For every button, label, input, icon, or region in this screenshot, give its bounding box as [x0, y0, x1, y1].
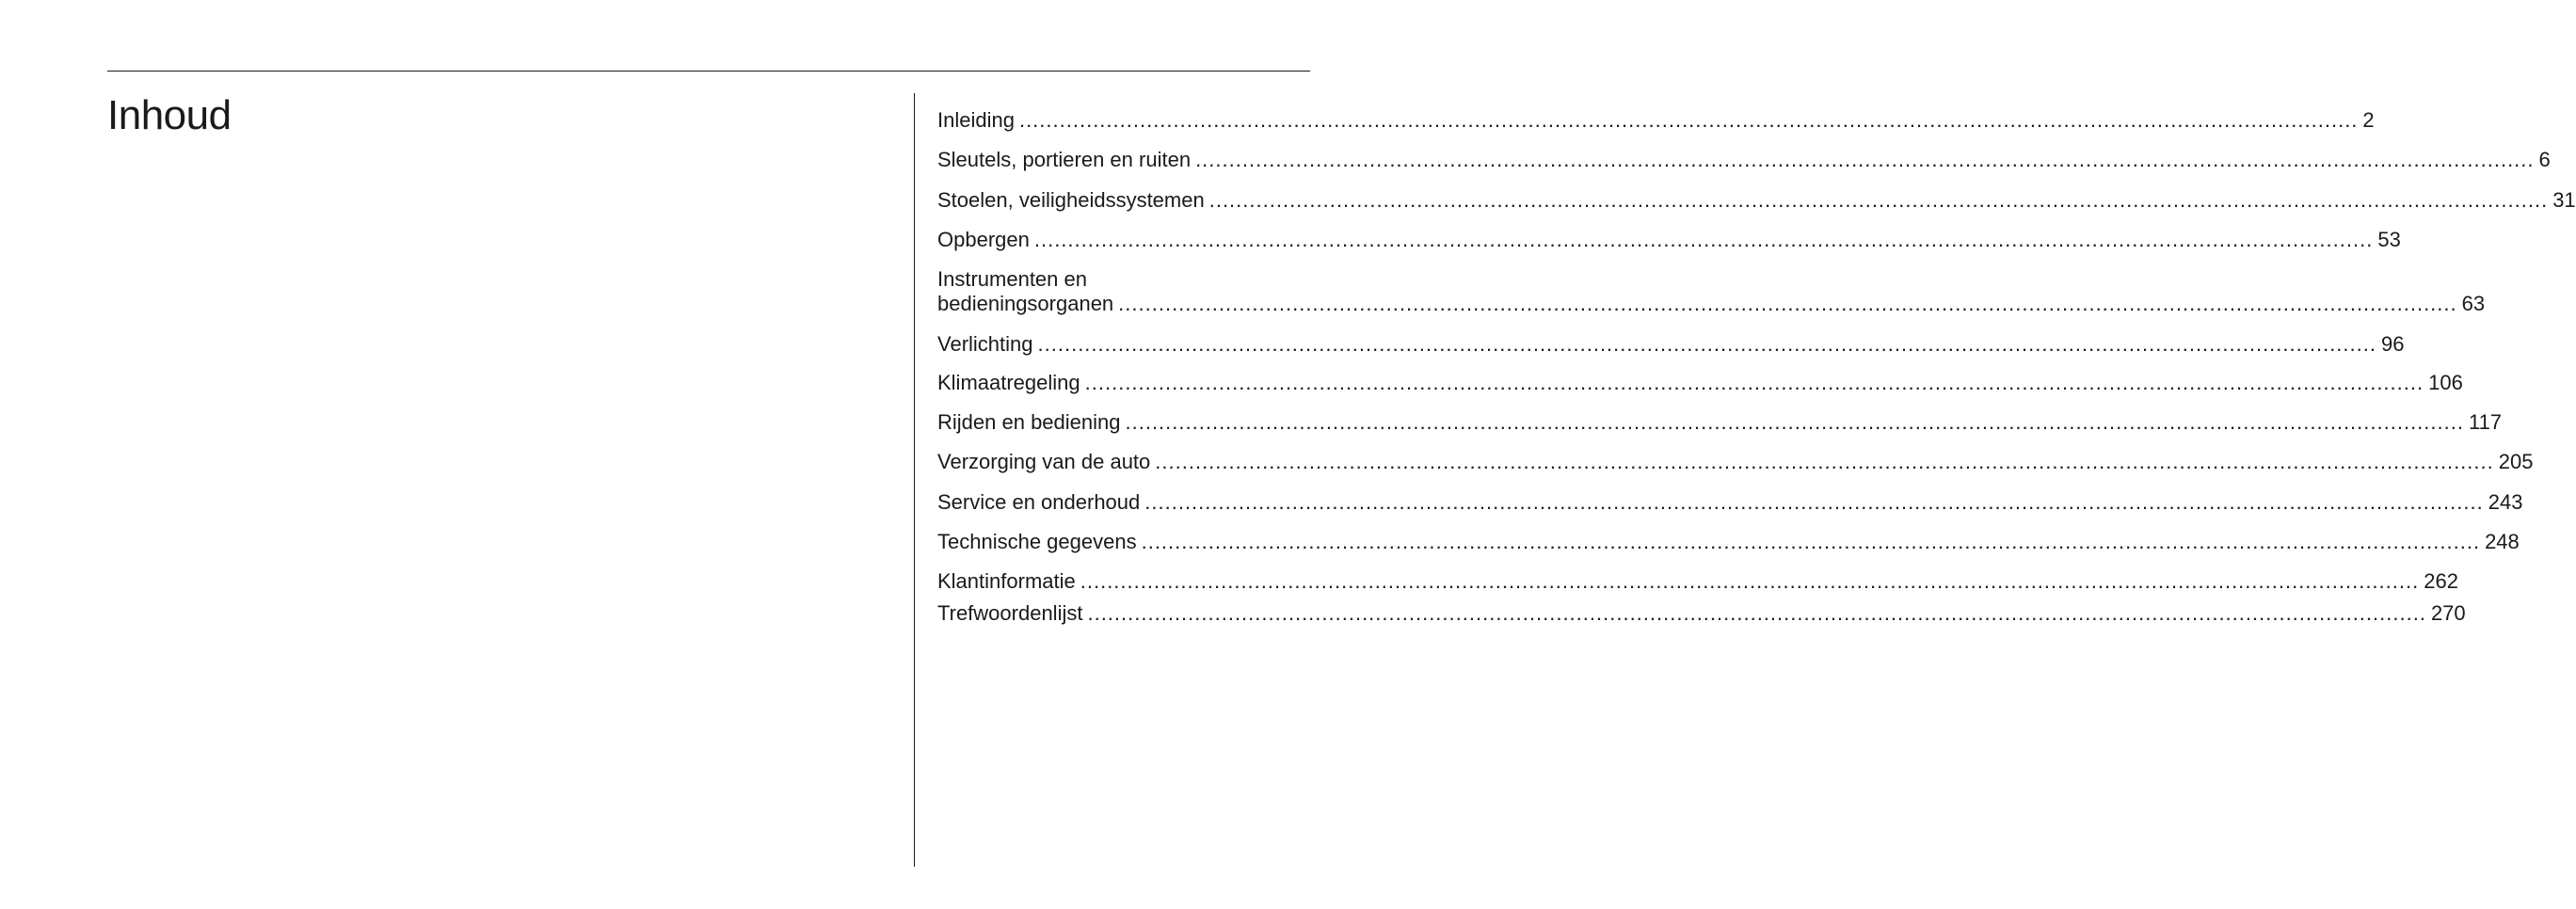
toc-page-number: 106 [2428, 371, 2463, 394]
dot-leader: ........................................................................................................................................................................................................ [1118, 292, 2457, 315]
dot-leader: ........................................................................................................................................................................................................ [1195, 148, 2535, 171]
toc-page-number: 6 [2538, 148, 2551, 171]
toc-page-number: 53 [2377, 228, 2401, 251]
dot-leader: ........................................................................................................................................................................................................ [1141, 530, 2481, 553]
toc-entry-verlichting[interactable] [937, 332, 2405, 357]
toc-line [937, 292, 2486, 316]
toc-label: Service en onderhoud [937, 490, 1141, 514]
toc-line [937, 188, 2576, 213]
column-divider [914, 93, 915, 867]
dot-leader: ........................................................................................................................................................................................................ [1080, 569, 2420, 593]
toc-line [937, 371, 2463, 395]
toc-label: Inleiding [937, 108, 1015, 132]
top-rule [107, 71, 1310, 72]
toc-entry-trefwoordenlijst[interactable] [937, 601, 2466, 626]
toc-entry-klimaatregeling[interactable] [937, 371, 2463, 395]
toc-label: Opbergen [937, 228, 1030, 251]
dot-leader: ........................................................................................................................................................................................................ [1037, 332, 2376, 356]
toc-page-number: 262 [2424, 569, 2458, 593]
toc-entry-inleiding[interactable] [937, 108, 2375, 133]
toc-page-number: 248 [2485, 530, 2520, 553]
dot-leader: ........................................................................................................................................................................................................ [1033, 228, 2374, 251]
toc-label-first-line: Instrumenten en [937, 267, 1087, 291]
toc-label: Sleutels, portieren en ruiten [937, 148, 1192, 171]
toc-entry-service[interactable] [937, 490, 2523, 515]
dot-leader: ........................................................................................................................................................................................................ [1087, 601, 2426, 625]
page-title: Inhoud [107, 92, 232, 138]
toc-line [937, 490, 2523, 515]
toc-entry-sleutels[interactable] [937, 148, 2551, 172]
toc-label: Verlichting [937, 332, 1033, 356]
toc-label: Stoelen, veiligheidssystemen [937, 188, 1205, 212]
toc-entry-technische-gegevens[interactable] [937, 530, 2520, 554]
toc-line [937, 108, 2375, 133]
toc-label: Verzorging van de auto [937, 450, 1151, 473]
toc-label: Klimaatregeling [937, 371, 1080, 394]
toc-line [937, 332, 2405, 357]
toc-line [937, 530, 2520, 554]
dot-leader: ........................................................................................................................................................................................................ [1208, 188, 2549, 212]
toc-label: bedieningsorganen [937, 292, 1114, 315]
toc-page-number: 96 [2380, 332, 2405, 356]
toc-entry-instrumenten[interactable] [937, 267, 2486, 316]
dot-leader: ........................................................................................................................................................................................................ [1144, 490, 2484, 514]
toc-line [937, 569, 2458, 594]
toc-page-number: 270 [2430, 601, 2466, 625]
toc-page-number: 31 [2552, 188, 2576, 212]
dot-leader: ........................................................................................................................................................................................................ [1084, 371, 2424, 394]
toc-line [937, 450, 2534, 474]
toc-entry-opbergen[interactable] [937, 228, 2401, 252]
toc-label: Trefwoordenlijst [937, 601, 1083, 625]
toc-entry-rijden[interactable] [937, 410, 2503, 435]
toc-line [937, 148, 2551, 172]
toc-line [937, 601, 2466, 626]
toc-page-number: 2 [2362, 108, 2375, 132]
toc-page-number: 243 [2488, 490, 2523, 514]
toc-entry-verzorging[interactable] [937, 450, 2534, 474]
toc-page-number: 63 [2461, 292, 2486, 315]
dot-leader: ........................................................................................................................................................................................................ [1125, 410, 2464, 434]
toc-label: Technische gegevens [937, 530, 1137, 553]
toc-entry-stoelen[interactable] [937, 188, 2576, 213]
toc-page-number: 205 [2498, 450, 2534, 473]
toc-label: Klantinformatie [937, 569, 1076, 593]
toc-line [937, 410, 2503, 435]
toc-label: Rijden en bediening [937, 410, 1121, 434]
dot-leader: ........................................................................................................................................................................................................ [1155, 450, 2494, 473]
toc-line [937, 228, 2401, 252]
toc-entry-klantinformatie[interactable] [937, 569, 2458, 594]
toc-page-number: 117 [2468, 410, 2503, 434]
dot-leader: ........................................................................................................................................................................................................ [1018, 108, 2359, 132]
